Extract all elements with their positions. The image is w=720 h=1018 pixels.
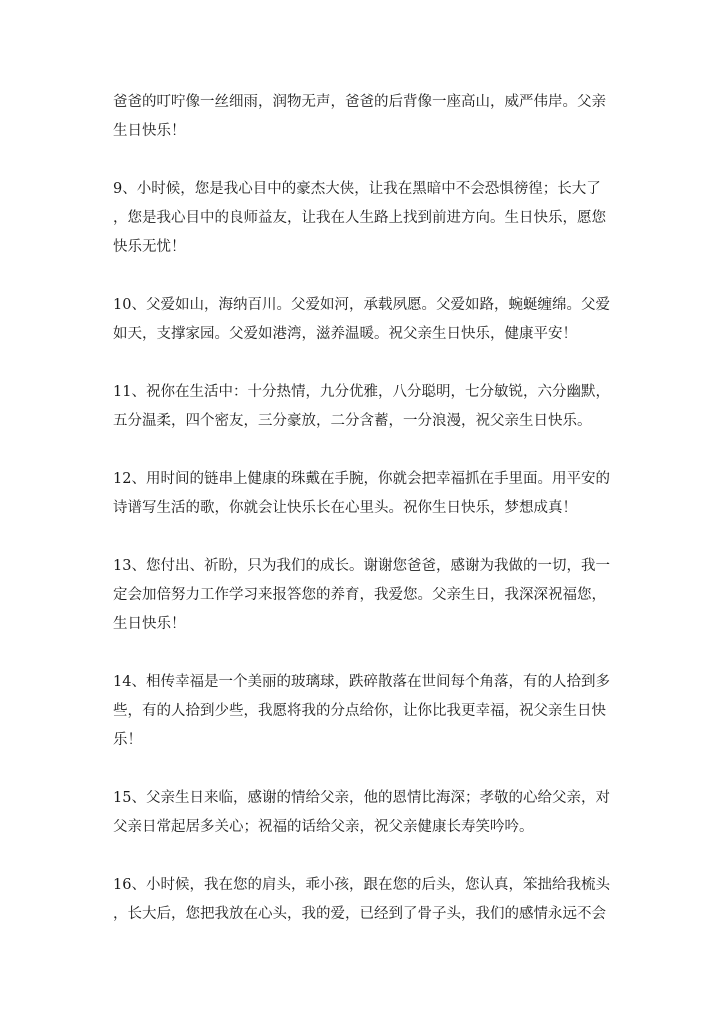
text-line: ，您是我心目中的良师益友，让我在人生路上找到前进方向。生日快乐，愿您 [113,210,606,226]
paragraph-item-10 [113,291,609,349]
text-line: 些，有的人拾到少些，我愿将我的分点给你，让你比我更幸福，祝父亲生日快 [113,703,606,719]
text-line: 乐！ [113,732,142,748]
paragraph-item-12 [113,465,609,523]
text-line: ，长大后，您把我放在心头，我的爱，已经到了骨子头，我们的感情永远不会 [113,906,606,922]
text-line: 生日快乐！ [113,123,186,139]
text-line: 定会加倍努力工作学习来报答您的养育，我爱您。父亲生日，我深深祝福您， [113,587,606,603]
text-line: 如天，支撑家园。父爱如港湾，滋养温暖。祝父亲生日快乐，健康平安！ [113,326,577,342]
paragraph-birthday-wish-intro [113,88,609,146]
text-line: 16、小时候，我在您的肩头，乖小孩，跟在您的后头，您认真，笨拙给我梳头 [113,877,610,893]
text-line: 14、相传幸福是一个美丽的玻璃球，跌碎散落在世间每个角落，有的人拾到多 [113,674,610,690]
paragraph-item-14 [113,668,609,755]
text-line: 爸爸的叮咛像一丝细雨，润物无声，爸爸的后背像一座高山，威严伟岸。父亲 [113,94,606,110]
text-line: 9、小时候，您是我心目中的豪杰大侠，让我在黑暗中不会恐惧徬徨；长大了 [113,181,601,197]
paragraph-item-11 [113,378,609,436]
paragraph-item-13 [113,552,609,639]
text-line: 11、祝你在生活中：十分热情，九分优雅，八分聪明，七分敏锐，六分幽默， [113,384,610,400]
text-line: 15、父亲生日来临，感谢的情给父亲，他的恩情比海深；孝敬的心给父亲，对 [113,790,610,806]
paragraph-item-9 [113,175,609,262]
text-line: 12、用时间的链串上健康的珠戴在手腕，你就会把幸福抓在手里面。用平安的 [113,471,610,487]
text-line: 10、父爱如山，海纳百川。父爱如河，承载夙愿。父爱如路，蜿蜒缠绵。父爱 [113,297,610,313]
paragraph-item-16 [113,871,609,929]
paragraph-item-15 [113,784,609,842]
text-line: 快乐无忧！ [113,239,186,255]
text-line: 13、您付出、祈盼，只为我们的成长。谢谢您爸爸，感谢为我做的一切，我一 [113,558,610,574]
document-body [113,88,609,958]
text-line: 生日快乐！ [113,616,186,632]
text-line: 诗谱写生活的歌，你就会让快乐长在心里头。祝你生日快乐，梦想成真！ [113,500,577,516]
text-line: 五分温柔，四个密友，三分豪放，二分含蓄，一分浪漫，祝父亲生日快乐。 [113,413,592,429]
text-line: 父亲日常起居多关心；祝福的话给父亲，祝父亲健康长寿笑吟吟。 [113,819,534,835]
